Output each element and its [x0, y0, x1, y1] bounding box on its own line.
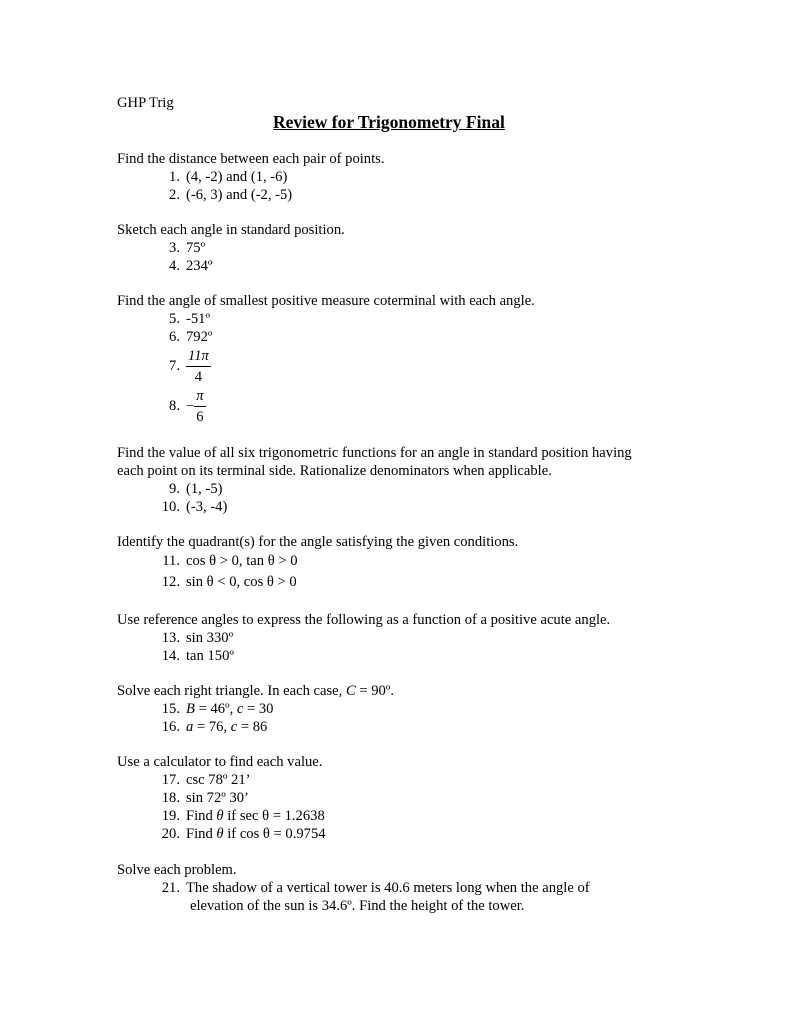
problem-9: 9. (1, -5) — [169, 481, 223, 497]
problem-14: 14. tan 150º — [161, 648, 234, 664]
instruction-distance: Find the distance between each pair of points. — [117, 151, 385, 167]
problem-1: 1. (4, -2) and (1, -6) — [169, 169, 288, 185]
instruction-quadrant: Identify the quadrant(s) for the angle satisfying the given conditions. — [117, 534, 519, 550]
problem-16: 16. a = 76, c = 86 — [161, 719, 268, 735]
instruction-sketch: Sketch each angle in standard position. — [117, 222, 345, 238]
fraction-pi-over-6: $\frac{\pi}{6}$ — [196, 388, 204, 425]
problem-20: 20. Find θ if cos θ = 0.9754 — [161, 826, 326, 842]
instruction-calculator: Use a calculator to find each value. — [117, 754, 323, 770]
problem-8: 8. − $\frac{\pi}{6}$ — [169, 388, 204, 425]
instruction-problems: Solve each problem. — [117, 862, 237, 878]
page-title: Review for Trigonometry Final — [273, 112, 505, 132]
problem-4: 4. 234º — [169, 258, 213, 274]
problem-2: 2. (-6, 3) and (-2, -5) — [169, 187, 293, 203]
problem-11: 11. cos θ > 0, tan θ > 0 — [162, 553, 298, 569]
problem-21-line1: 21. The shadow of a vertical tower is 40.6 meters long when the angle of — [161, 880, 590, 896]
instruction-right-triangle: Solve each right triangle. In each case, C = 90º. — [117, 683, 394, 699]
course-label: GHP Trig — [117, 95, 174, 111]
problem-5: 5. -51º — [169, 311, 210, 327]
problem-6: 6. 792º — [169, 329, 213, 345]
problem-15: 15. B = 46º, c = 30 — [161, 701, 274, 717]
problem-10: 10. (-3, -4) — [161, 499, 228, 515]
instruction-six-functions-line2: each point on its terminal side. Rationalize denominators when applicable. — [117, 463, 552, 479]
fraction-11pi-over-4: $\frac{11\pi}{4}$ — [188, 348, 209, 385]
problem-17: 17. csc 78º 21’ — [161, 772, 251, 788]
instruction-coterminal: Find the angle of smallest positive measure coterminal with each angle. — [117, 293, 535, 309]
problem-13: 13. sin 330º — [161, 630, 234, 646]
problem-3: 3. 75º — [169, 240, 206, 256]
problem-12: 12. sin θ < 0, cos θ > 0 — [161, 574, 297, 590]
problem-19: 19. Find θ if sec θ = 1.2638 — [161, 808, 325, 824]
problem-7: 7. $\frac{11\pi}{4}$ — [169, 348, 209, 385]
problem-21-line2: elevation of the sun is 34.6º. Find the height of the tower. — [190, 898, 525, 914]
problem-18: 18. sin 72º 30’ — [161, 790, 249, 806]
instruction-six-functions-line1: Find the value of all six trigonometric functions for an angle in standard position having — [117, 445, 632, 461]
instruction-reference: Use reference angles to express the following as a function of a positive acute angle. — [117, 612, 611, 628]
